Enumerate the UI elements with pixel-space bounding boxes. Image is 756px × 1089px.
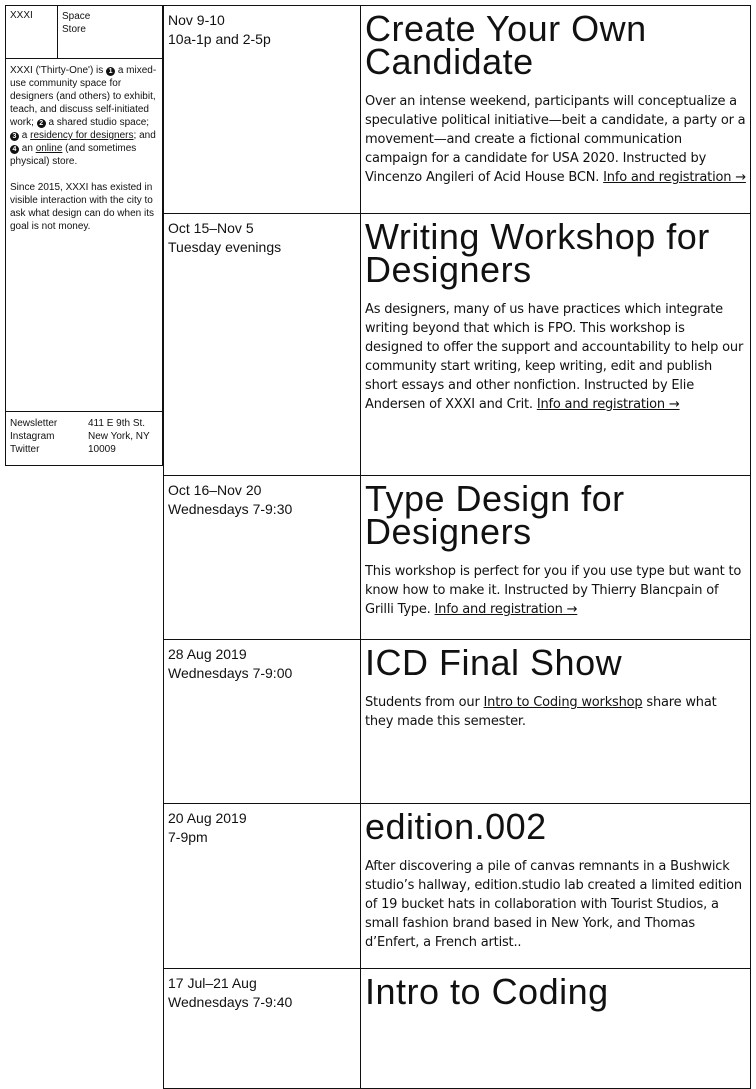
event-date: Oct 16–Nov 20: [168, 482, 262, 498]
event-when: [164, 640, 361, 803]
event-title[interactable]: Writing Workshop for Designers: [365, 216, 710, 290]
about-text-segment: a mixed-use community space for designers (and others) to exhibit, teach, and discuss self-initiated work;: [10, 65, 157, 128]
event-row: [163, 969, 751, 1089]
event-title[interactable]: Type Design for Designers: [365, 478, 625, 552]
about-text-segment: XXXI ('Thirty-One') is: [10, 65, 107, 76]
workshop-link[interactable]: Intro to Coding workshop: [483, 695, 643, 710]
sidebar-footer: [6, 412, 162, 456]
event-description-text: Over an intense weekend, participants will conceptualize a speculative political initiative—beit a candidate, a party or a movement—and create a fictional communication campaign for a candidate for USA 2020. Instructed by Vincenzo Angileri of Acid House BCN.: [365, 94, 746, 185]
address-line: 411 E 9th St.: [88, 418, 146, 429]
event-details: [361, 640, 750, 803]
about-text: [6, 59, 162, 412]
event-row: [163, 640, 751, 804]
about-text-segment: ; and: [133, 130, 156, 141]
event-row: [163, 804, 751, 969]
event-description: [365, 562, 746, 619]
event-description-text: Students from our: [365, 695, 484, 710]
main-nav: [58, 6, 90, 58]
event-when: [164, 214, 361, 475]
nav-link-space[interactable]: Space: [62, 11, 91, 22]
about-paragraph: [10, 64, 158, 168]
event-date: 28 Aug 2019: [168, 646, 247, 662]
event-title[interactable]: Create Your Own Candidate: [365, 8, 647, 82]
event-time: Tuesday evenings: [168, 239, 282, 255]
event-date: 17 Jul–21 Aug: [168, 975, 257, 991]
mission-paragraph: Since 2015, XXXI has existed in visible interaction with the city to ask what design can do when its goal is not money.: [10, 182, 154, 232]
event-date: 20 Aug 2019: [168, 810, 247, 826]
online-store-link[interactable]: online: [35, 143, 63, 154]
event-time: 7-9pm: [168, 829, 208, 845]
number-2-badge: 2: [37, 119, 46, 128]
event-description: [365, 857, 746, 952]
info-registration-link[interactable]: Info and registration →: [536, 397, 680, 412]
newsletter-link[interactable]: Newsletter: [10, 418, 58, 429]
event-description: [365, 693, 746, 731]
event-time: Wednesdays 7-9:40: [168, 994, 293, 1010]
social-links: [10, 417, 88, 456]
event-list: [163, 5, 751, 1089]
about-text-segment: a shared studio space;: [45, 117, 150, 128]
address-line: New York, NY: [88, 431, 150, 442]
event-details: [361, 969, 750, 1088]
event-date: Nov 9-10: [168, 12, 225, 28]
number-1-badge: 1: [106, 67, 115, 76]
event-description-text: After discovering a pile of canvas remnants in a Bushwick studio’s hallway, edition.studio lab created a limited edition of 19 bucket hats in collaboration with Tourist Studios, a small fashion brand based in New York, and Thomas d’Enfert, a French artist..: [365, 859, 742, 950]
event-description: [365, 300, 746, 414]
event-description-text: share what they made this semester.: [365, 695, 717, 729]
residency-link[interactable]: residency for designers: [30, 130, 134, 141]
nav-link-store[interactable]: Store: [62, 24, 86, 35]
instagram-link[interactable]: Instagram: [10, 431, 55, 442]
event-description-text: As designers, many of us have practices which integrate writing beyond that which is FPO. This workshop is designed to offer the support and accountability to help our community start writing, keep writing, edit and publish short essays and other nonfiction. Instructed by Elie Andersen of XXXI and Crit.: [365, 302, 744, 412]
info-registration-link[interactable]: Info and registration →: [603, 170, 746, 185]
number-3-badge: 3: [10, 132, 19, 141]
event-title[interactable]: ICD Final Show: [365, 642, 623, 683]
event-description-text: This workshop is perfect for you if you use type but want to know how to make it. Instructed by Thierry Blancpain of Grilli Type.: [365, 564, 742, 617]
event-time: Wednesdays 7-9:00: [168, 665, 293, 681]
event-time: 10a-1p and 2-5p: [168, 31, 271, 47]
event-details: [361, 476, 750, 639]
event-description: [365, 92, 746, 187]
event-row: [163, 476, 751, 640]
about-text-segment: a: [19, 130, 31, 141]
event-row: [163, 214, 751, 476]
event-title[interactable]: Intro to Coding: [365, 971, 609, 1012]
event-row: [163, 5, 751, 214]
event-details: [361, 214, 750, 475]
event-when: [164, 804, 361, 968]
info-registration-link[interactable]: Info and registration →: [434, 602, 578, 617]
event-date: Oct 15–Nov 5: [168, 220, 254, 236]
brand-logo[interactable]: XXXI: [6, 6, 58, 58]
event-details: [361, 804, 750, 968]
address: [88, 417, 150, 456]
event-when: [164, 476, 361, 639]
twitter-link[interactable]: Twitter: [10, 444, 40, 455]
event-title[interactable]: edition.002: [365, 806, 547, 847]
address-line: 10009: [88, 444, 116, 455]
event-time: Wednesdays 7-9:30: [168, 501, 293, 517]
number-4-badge: 4: [10, 145, 19, 154]
about-text-segment: (and sometimes physical) store.: [10, 143, 137, 167]
sidebar-header: [6, 6, 162, 59]
event-when: [164, 6, 361, 213]
about-text-segment: an: [19, 143, 36, 154]
event-when: [164, 969, 361, 1088]
event-details: [361, 6, 750, 213]
sidebar: [5, 5, 163, 466]
